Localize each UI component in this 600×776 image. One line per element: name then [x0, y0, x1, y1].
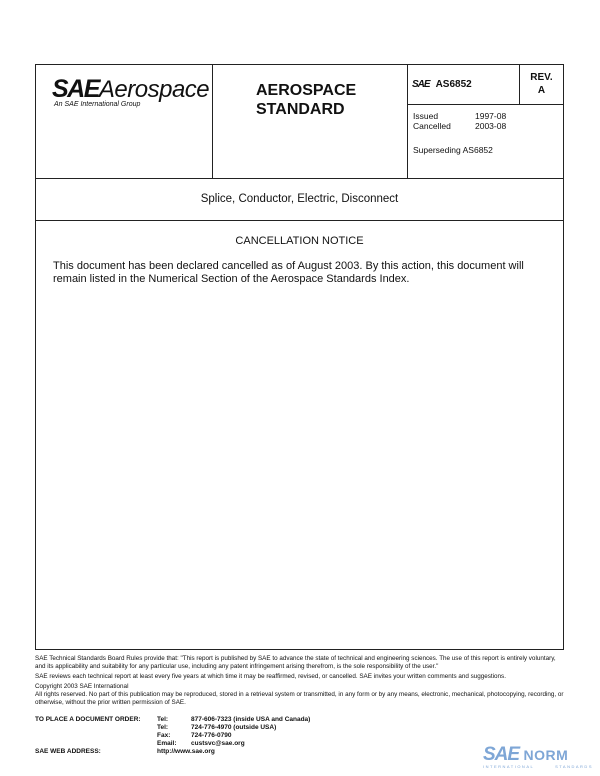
rev-label: REV.: [530, 72, 553, 83]
tel-1: 877-606-7323 (inside USA and Canada): [191, 716, 311, 723]
standard-line1: AEROSPACE: [256, 82, 357, 99]
contact-block: [35, 716, 310, 756]
email-label: Email:: [157, 740, 177, 747]
header-block: [36, 65, 563, 179]
watermark-standards: STANDARDS: [555, 764, 593, 769]
web-link[interactable]: http://www.sae.org: [157, 748, 215, 755]
revision-box: [520, 71, 563, 97]
header-hline: [408, 104, 563, 105]
header-divider-1: [212, 65, 213, 178]
doc-number-text: AS6852: [435, 79, 472, 90]
footer-review-text: SAE reviews each technical report at least every five years at which time it may be reaffirmed, revised, or cancelled. SAE invites your written comments and suggestions.: [35, 673, 506, 680]
tel-label-1: Tel:: [157, 716, 169, 723]
rev-value: A: [537, 85, 546, 96]
date-block: [413, 111, 506, 131]
document-title: Splice, Conductor, Electric, Disconnect: [36, 178, 563, 221]
issued-value: 1997-08: [475, 111, 507, 121]
tel-2: 724-776-4970 (outside USA): [191, 724, 277, 731]
footer-rights-text: All rights reserved. No part of this publication may be reproduced, stored in a retrieval system or transmitted, in any form or by any means, electronic, mechanical, photocopying, recording, or otherwise, without the prior written permission of SAE.: [35, 691, 564, 706]
watermark-norm: NORM: [523, 747, 569, 763]
notice-heading: CANCELLATION NOTICE: [235, 235, 364, 247]
cancelled-value: 2003-08: [475, 121, 507, 131]
cancelled-label: Cancelled: [413, 121, 451, 131]
header-divider-2: [407, 65, 408, 178]
email-link[interactable]: custsvc@sae.org: [191, 740, 245, 747]
web-label: SAE WEB ADDRESS:: [35, 748, 101, 755]
logo-aerospace: Aerospace: [98, 76, 210, 103]
footer-legal: [35, 655, 567, 709]
footer-rules-text: SAE Technical Standards Board Rules provide that: "This report is published by SAE to advance the state of technical and engineering sciences. The use of this report is entirely voluntary, and its applicability and suitability for any particular use, including any patent infringement arising therefrom, is the sole responsibility of the user.": [35, 655, 556, 670]
footer-copyright: Copyright 2003 SAE International: [35, 683, 129, 690]
watermark-international: INTERNATIONAL: [483, 764, 535, 769]
notice-body: This document has been declared cancelled as of August 2003. By this action, this document will remain listed in the Numerical Section of the Aerospace Standards Index.: [53, 260, 524, 285]
standard-label: [256, 81, 356, 119]
standard-line2: STANDARD: [256, 101, 345, 118]
doc-sae-logo: SAE: [412, 79, 430, 90]
logo-sae: SAE: [52, 75, 99, 103]
superseding-text: Superseding AS6852: [413, 145, 493, 155]
document-number: [412, 79, 472, 90]
tel-label-2: Tel:: [157, 724, 169, 731]
sae-aerospace-logo: [52, 75, 209, 108]
fax-number: 724-776-0790: [191, 732, 232, 739]
document-frame: [35, 64, 564, 650]
watermark-sae: SAE: [483, 744, 520, 765]
fax-label: Fax:: [157, 732, 171, 739]
issued-label: Issued: [413, 111, 439, 121]
order-label: TO PLACE A DOCUMENT ORDER:: [35, 716, 141, 723]
logo-tagline: An SAE International Group: [54, 101, 141, 108]
sae-norm-watermark: [483, 744, 593, 769]
